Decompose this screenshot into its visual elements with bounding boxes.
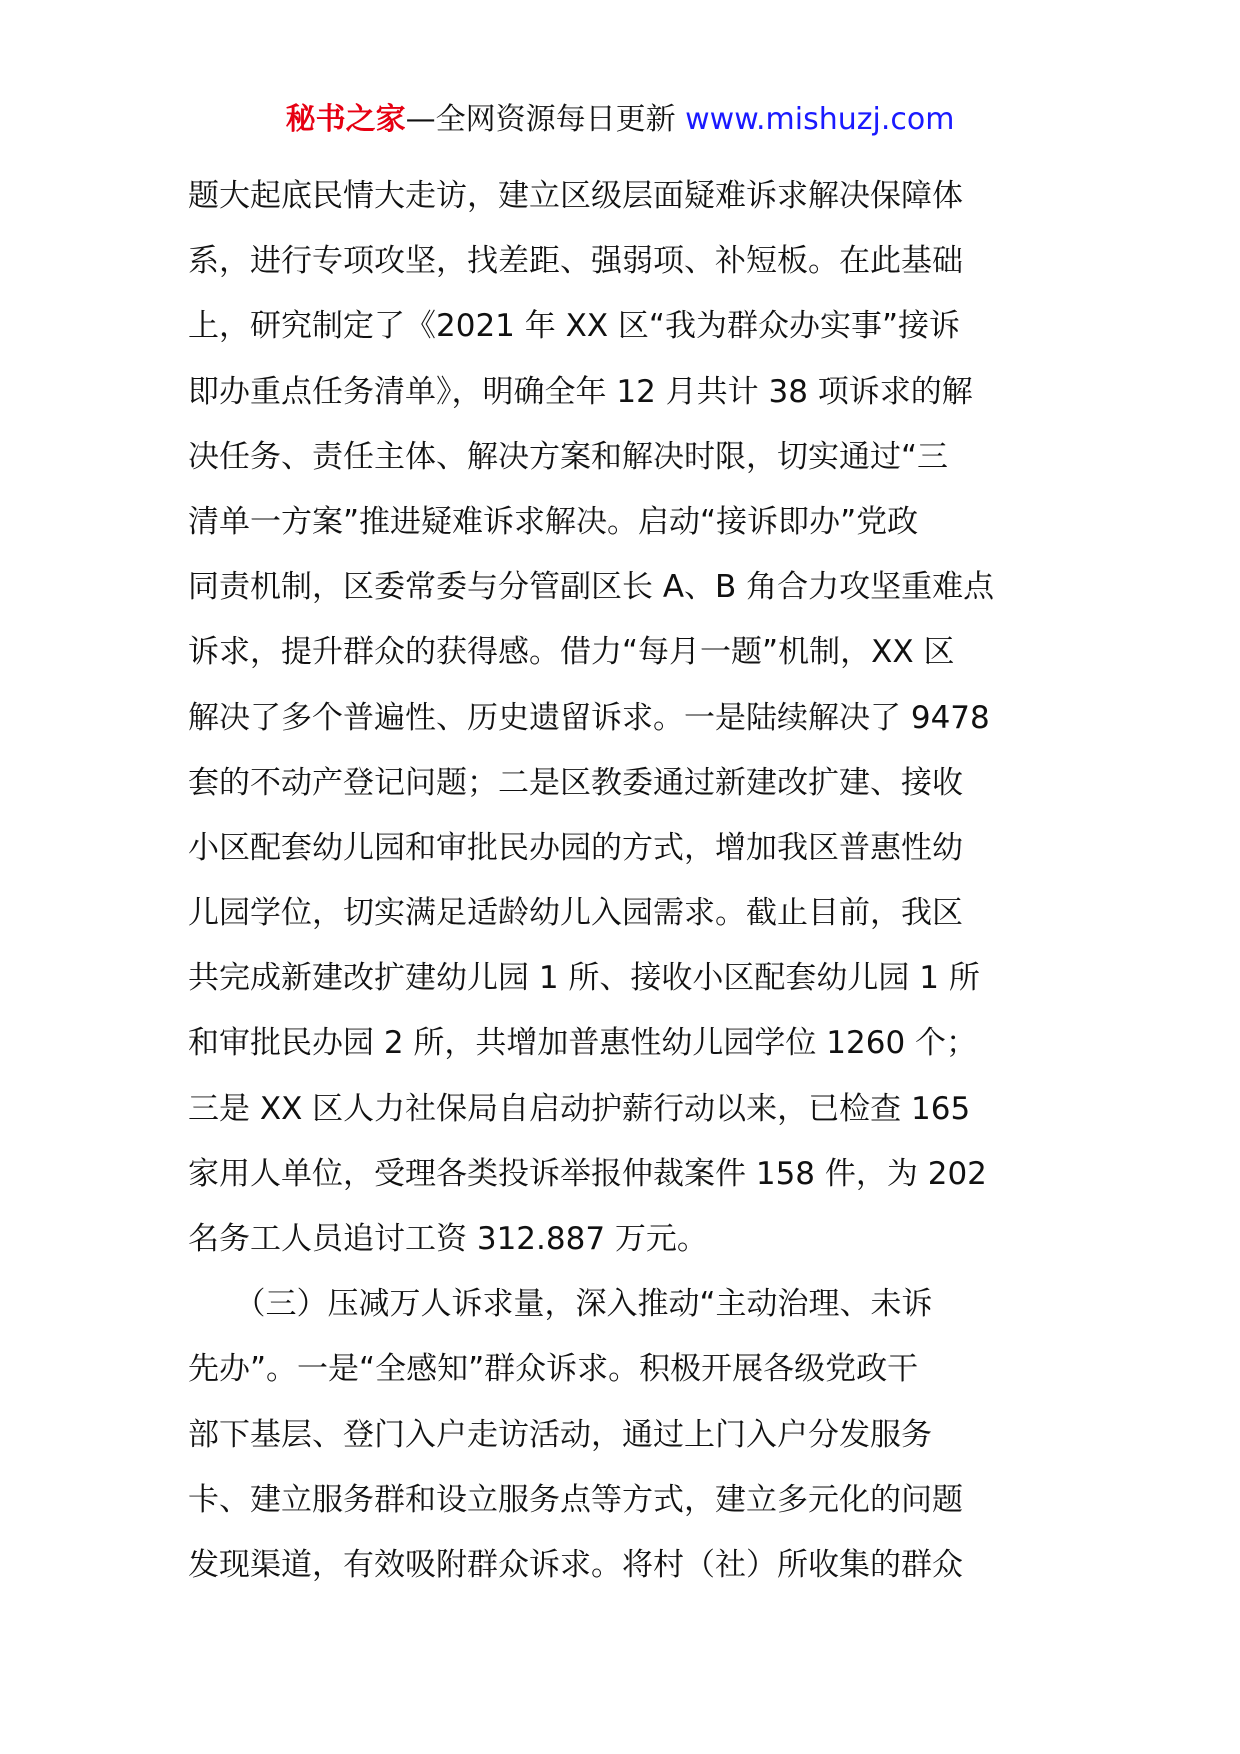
- text-line: 解决了多个普遍性、历史遗留诉求。一是陆续解决了 9478: [188, 699, 990, 736]
- text-line: 三是 XX 区人力社保局自启动护薪行动以来，已检查 165: [188, 1090, 971, 1127]
- brand-name: 秘书之家: [285, 102, 406, 137]
- text-line: 题大起底民情大走访，建立区级层面疑难诉求解决保障体: [188, 178, 963, 214]
- text-line: 同责机制，区委常委与分管副区长 A、B 角合力攻坚重难点: [188, 569, 995, 606]
- header-tagline: —全网资源每日更新: [405, 102, 686, 137]
- text-line: 发现渠道，有效吸附群众诉求。将村（社）所收集的群众: [188, 1546, 963, 1583]
- text-line: 套的不动产登记问题；二是区教委通过新建改扩建、接收: [188, 764, 963, 801]
- text-line: 卡、建立服务群和设立服务点等方式，建立多元化的问题: [188, 1481, 963, 1518]
- text-line: 儿园学位，切实满足适龄幼儿入园需求。截止目前，我区: [188, 895, 963, 932]
- text-line: 和审批民办园 2 所，共增加普惠性幼儿园学位 1260 个；: [188, 1025, 978, 1062]
- text-line: 共完成新建改扩建幼儿园 1 所、接收小区配套幼儿园 1 所: [188, 960, 980, 997]
- text-line: 即办重点任务清单》，明确全年 12 月共计 38 项诉求的解: [188, 373, 973, 410]
- text-line: 先办”。一是“全感知”群众诉求。积极开展各级党政干: [188, 1351, 919, 1388]
- site-url-link[interactable]: www.mishuzj.com: [685, 102, 955, 137]
- text-line: 诉求，提升群众的获得感。借力“每月一题”机制，XX 区: [188, 634, 955, 671]
- text-line: 清单一方案”推进疑难诉求解决。启动“接诉即办”党政: [188, 503, 919, 540]
- document-body: [188, 164, 1068, 1598]
- text-line: 名务工人员追讨工资 312.887 万元。: [188, 1221, 708, 1257]
- text-line: 系，进行专项攻坚，找差距、强弱项、补短板。在此基础: [188, 243, 963, 280]
- page-header: [0, 100, 1240, 140]
- text-line: 上，研究制定了《2021 年 XX 区“我为群众办实事”接诉: [188, 308, 961, 345]
- text-line: 小区配套幼儿园和审批民办园的方式，增加我区普惠性幼: [188, 829, 963, 866]
- text-line: 家用人单位，受理各类投诉举报仲裁案件 158 件，为 202: [188, 1155, 987, 1192]
- text-line: 决任务、责任主体、解决方案和解决时限，切实通过“三: [188, 438, 949, 475]
- section-heading-line: （三）压减万人诉求量，深入推动“主动治理、未诉: [188, 1286, 933, 1323]
- text-line: 部下基层、登门入户走访活动，通过上门入户分发服务: [188, 1416, 932, 1453]
